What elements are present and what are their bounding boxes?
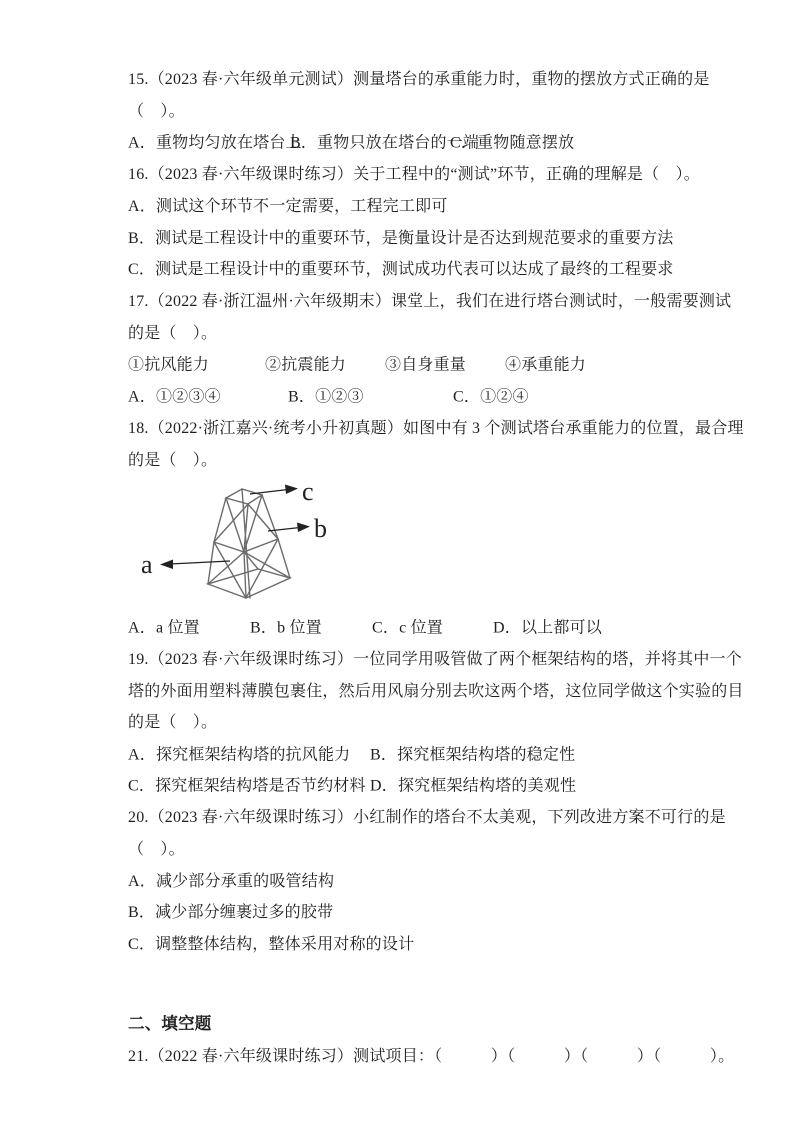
q18-option-a: A．a 位置 [128, 619, 200, 637]
q18-option-d: D．以上都可以 [493, 619, 602, 637]
q15-stem-line-1: 15.（2023 春·六年级单元测试）测量塔台的承重能力时，重物的摆放方式正确的是 [128, 71, 710, 89]
q18-option-c: C．c 位置 [372, 619, 443, 637]
q18-options-row [128, 610, 694, 642]
figure-label-b: b [314, 513, 327, 543]
figure-label-c: c [302, 476, 314, 506]
q16-option-a: A．测试这个环节不一定需要，工程完工即可 [128, 198, 448, 216]
q17-item-4: ④承重能力 [505, 356, 587, 374]
q16-option-c: C．测试是工程设计中的重要环节，测试成功代表可以达成了最终的工程要求 [128, 261, 674, 279]
q17-items-row [128, 347, 694, 379]
q19-options-row-2 [128, 768, 694, 800]
q20-stem-line-2: （ ）。 [128, 841, 185, 859]
q19-option-c: C．探究框架结构塔是否节约材料 [128, 777, 366, 795]
document-content [128, 62, 744, 1070]
q18-option-b: B．b 位置 [250, 619, 322, 637]
q21-stem-line-1: 21.（2022 春·六年级课时练习）测试项目：（ ）（ ）（ ）（ ）。 [128, 1047, 735, 1065]
q15-option-c: C．重物随意摆放 [450, 134, 575, 152]
q17-options-row [128, 379, 694, 411]
q18-stem-line-2: 的是（ ）。 [128, 451, 218, 469]
q18-stem-line-1: 18.（2022·浙江嘉兴·统考小升初真题）如图中有 3 个测试塔台承重能力的位置，最合理 [128, 419, 744, 437]
section-2-heading: 二、填空题 [128, 1014, 212, 1034]
q20-option-c: C．调整整体结构，整体采用对称的设计 [128, 936, 415, 954]
q20-stem-line-1: 20.（2023 春·六年级课时练习）小红制作的塔台不太美观，下列改进方案不可行的是 [128, 809, 726, 827]
q17-option-a: A．①②③④ [128, 388, 221, 406]
q17-stem-line-1: 17.（2022 春·浙江温州·六年级期末）课堂上，我们在进行塔台测试时，一般需要测试 [128, 293, 732, 311]
q17-item-1: ①抗风能力 [128, 356, 210, 374]
q19-stem-line-1: 19.（2023 春·六年级课时练习）一位同学用吸管做了两个框架结构的塔，并将其中一个 [128, 650, 742, 668]
q19-option-b: B．探究框架结构塔的稳定性 [370, 746, 576, 764]
arrow-c [250, 484, 298, 494]
q19-option-d: D．探究框架结构塔的美观性 [370, 777, 577, 795]
q17-option-c: C．①②④ [453, 388, 529, 406]
section-gap [128, 959, 694, 1007]
q19-option-a: A．探究框架结构塔的抗风能力 [128, 746, 351, 764]
q20-option-a: A．减少部分承重的吸管结构 [128, 872, 335, 890]
tower-truss-drawing [138, 474, 338, 610]
q15-stem-line-2: （ ）。 [128, 103, 185, 121]
q18-tower-figure [128, 474, 694, 610]
q17-stem-line-2: 的是（ ）。 [128, 324, 218, 342]
figure-label-a: a [141, 549, 153, 579]
q17-item-3: ③自身重量 [385, 356, 467, 374]
q19-stem-line-3: 的是（ ）。 [128, 714, 218, 732]
q20-option-b: B．减少部分缠裹过多的胶带 [128, 904, 334, 922]
q19-stem-line-2: 塔的外面用塑料薄膜包裹住，然后用风扇分别去吹这两个塔，这位同学做这个实验的目 [128, 682, 744, 700]
q16-option-b: B．测试是工程设计中的重要环节，是衡量设计是否达到规范要求的重要方法 [128, 229, 674, 247]
q17-option-b: B．①②③ [288, 388, 364, 406]
q19-options-row-1 [128, 737, 694, 769]
q16-stem-line-1: 16.（2023 春·六年级课时练习）关于工程中的“测试”环节，正确的理解是（ ）。 [128, 166, 700, 184]
q15-options-row [128, 125, 694, 157]
q15-option-a: A．重物均匀放在塔台上 [128, 134, 302, 152]
arrow-a [160, 559, 230, 569]
q15-option-b: B．重物只放在塔台的一端 [290, 134, 480, 152]
q17-item-2: ②抗震能力 [265, 356, 347, 374]
